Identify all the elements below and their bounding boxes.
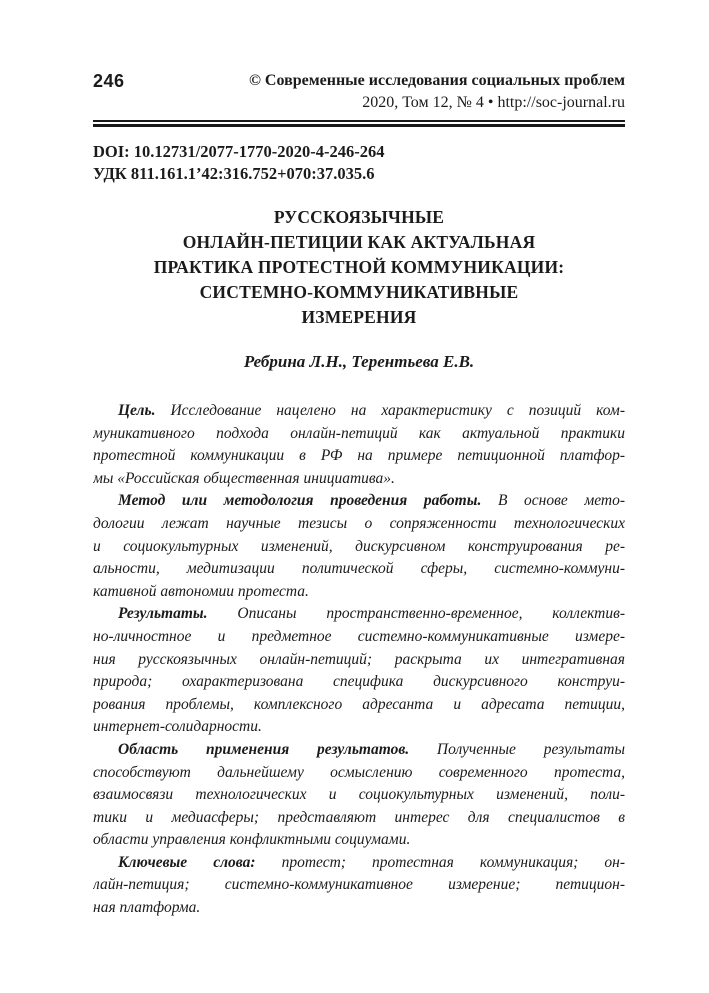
page-number: 246 [93,71,125,91]
paragraph-lead: Ключевые слова: [118,853,256,871]
abstract-paragraph [93,490,625,603]
abstract-line: кативной автономии протеста. [93,582,309,600]
abstract-line: мы «Российская общественная инициатива». [93,469,395,487]
abstract-line: но-личностное и предметное системно-коммуникативные измере- [93,627,625,645]
article-identifiers [93,141,625,185]
header-rule [93,120,625,127]
abstract-line: протестной коммуникации в РФ на примере петиционной платфор- [93,447,625,465]
title-line: ИЗМЕРЕНИЯ [301,307,417,327]
abstract-line: тики и медиасферы; представляют интерес для специалистов в [93,808,625,826]
abstract-line: Ключевые слова: протест; протестная коммуникация; он- [118,853,625,871]
title-line: РУССКОЯЗЫЧНЫЕ [273,207,445,227]
title-line: ПРАКТИКА ПРОТЕСТНОЙ КОММУНИКАЦИИ: [153,257,565,277]
doi-line: DOI: 10.12731/2077-1770-2020-4-246-264 [93,142,385,161]
title-line: ОНЛАЙН-ПЕТИЦИИ КАК АКТУАЛЬНАЯ [182,232,536,252]
abstract-line: дологии лежат научные тезисы о сопряженности технологических [93,514,625,532]
title-line: СИСТЕМНО-КОММУНИКАТИВНЫЕ [199,282,519,302]
abstract-line: и социокультурных изменений, дискурсивном конструирования ре- [93,537,625,555]
abstract-line: Метод или методология проведения работы. В основе мето- [118,492,625,510]
paragraph-lead: Метод или методология проведения работы. [118,492,482,510]
article-authors: Ребрина Л.Н., Терентьева Е.В. [243,352,475,371]
abstract-line: Результаты. Описаны пространственно-временное, коллектив- [118,605,625,623]
abstract-line: природа; охарактеризована специфика дискурсивного конструи- [93,673,625,691]
page-header [93,70,625,114]
abstract-line: Область применения результатов. Полученные результаты [118,740,625,758]
abstract-paragraph [93,852,625,920]
abstract-line: альности, медитизации политической сферы, системно-коммуни- [93,560,625,578]
abstract-paragraph [93,739,625,852]
article-title [93,205,625,330]
abstract-paragraph [93,400,625,490]
udc-line: УДК 811.161.1’42:316.752+070:37.035.6 [93,164,375,183]
paragraph-lead: Область применения результатов. [118,740,410,758]
abstract-line: лайн-петиция; системно-коммуникативное измерение; петицион- [93,876,625,894]
abstract-line: интернет-солидарности. [93,718,262,736]
abstract-line: способствуют дальнейшему осмыслению современного протеста, [93,763,625,781]
journal-name: © Современные исследования социальных проблем [248,72,625,89]
paragraph-lead: Результаты. [118,605,208,623]
abstract-line: ная платформа. [93,899,201,917]
abstract-line: области управления конфликтными социумами. [93,831,411,849]
abstract-paragraph [93,603,625,739]
abstract [93,400,625,920]
abstract-line: муникативного подхода онлайн-петиций как актуальной практики [93,424,625,442]
abstract-line: ния русскоязычных онлайн-петиций; раскрыта их интегративная [93,650,625,668]
header-right [249,70,625,114]
abstract-line: Цель. Исследование нацелено на характеристику с позиций ком- [118,402,625,419]
abstract-line: рования проблемы, комплексного адресанта и адресата петиции, [93,695,625,713]
abstract-line: взаимосвязи технологических и социокультурных изменений, поли- [93,786,625,804]
paragraph-lead: Цель. [118,402,156,419]
issue-info: 2020, Том 12, № 4 • http://soc-journal.ru [362,94,625,111]
